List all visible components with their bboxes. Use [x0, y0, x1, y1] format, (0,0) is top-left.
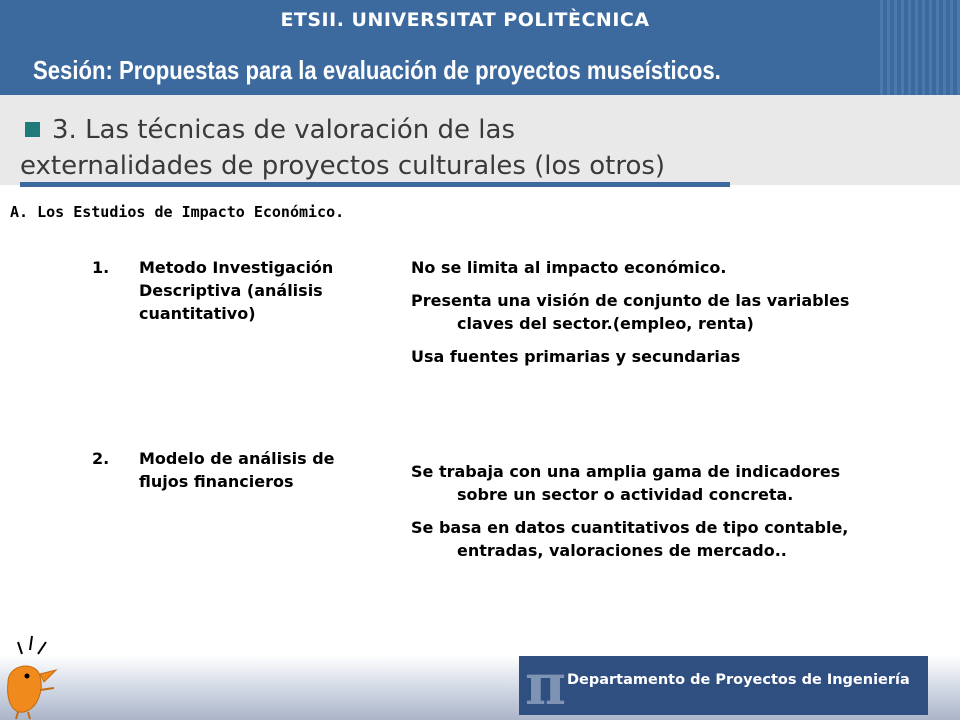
- bird-mascot-icon: [0, 630, 70, 720]
- department-name: Departamento de Proyectos de Ingeniería: [567, 672, 910, 688]
- section-heading-line2: externalidades de proyectos culturales (los otros): [20, 151, 666, 181]
- section-heading: [20, 112, 920, 184]
- item-1-point-1: No se limita al impacto económico.: [411, 258, 727, 277]
- item-2-point-2: Se basa en datos cuantitativos de tipo contable, entradas, valoraciones de mercado..: [411, 518, 849, 560]
- item-2-points: [411, 460, 871, 562]
- item-1-point-2: Presenta una visión de conjunto de las variables claves del sector.(empleo, renta): [411, 291, 850, 333]
- session-title: Sesión: Propuestas para la evaluación de proyectos museísticos.: [33, 55, 721, 85]
- item-1-title: Metodo Investigación Descriptiva (análisis cuantitativo): [139, 258, 334, 323]
- heading-underline: [20, 182, 730, 187]
- subheading: A. Los Estudios de Impacto Económico.: [10, 203, 345, 221]
- item-1-points: [411, 256, 871, 368]
- item-2-title: Modelo de análisis de flujos financieros: [139, 449, 335, 491]
- section-heading-line1: 3. Las técnicas de valoración de las: [52, 115, 515, 145]
- header-bar: [0, 0, 960, 95]
- item-2-point-1: Se trabaja con una amplia gama de indicadores sobre un sector o actividad concreta.: [411, 462, 841, 504]
- item-1-point-3: Usa fuentes primarias y secundarias: [411, 347, 741, 366]
- item-2-number: 2.: [92, 449, 110, 468]
- pi-logo-icon: π: [525, 652, 566, 718]
- university-title: ETSII. UNIVERSITAT POLITÈCNICA: [280, 9, 650, 31]
- item-1-number: 1.: [92, 258, 110, 277]
- department-logo: [519, 652, 928, 718]
